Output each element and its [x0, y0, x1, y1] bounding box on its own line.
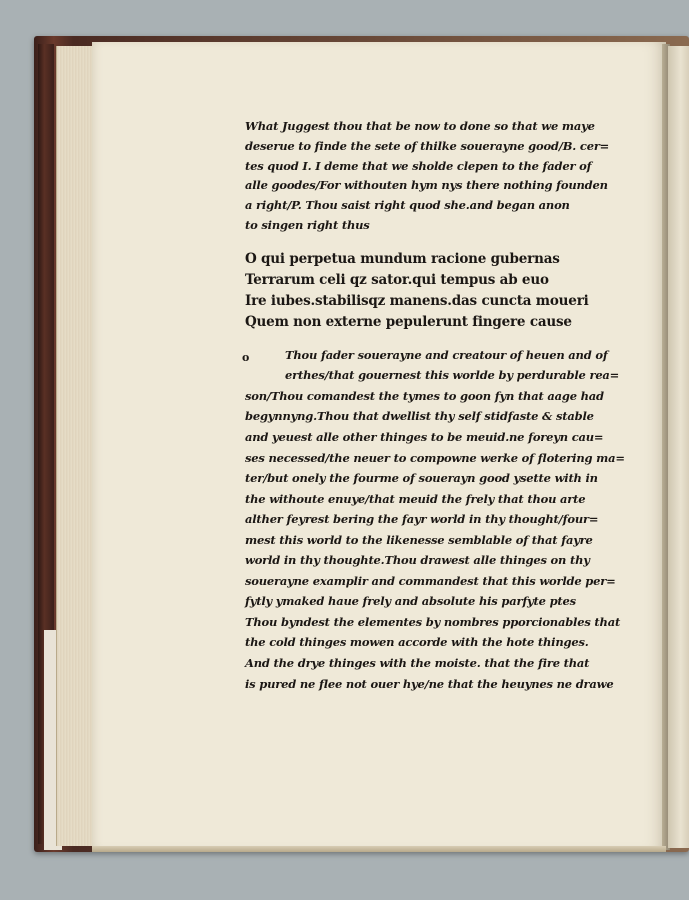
prose-main — [245, 345, 625, 694]
text-line: world in thy thoughte.Thou drawest alle thinges on thy — [245, 553, 590, 568]
text-line: ses necessed/the neuer to compowne werke of flotering ma= — [245, 450, 625, 465]
page-bottom-edge — [92, 846, 666, 852]
text-line: fytly ymaked haue frely and absolute his parfyte ptes — [245, 594, 576, 609]
text-line: begynnyng.Thou that dwellist thy self stidfaste & stable — [245, 409, 594, 424]
verse-line: Ire iubes.stabilisqz manens.das cuncta moueri — [245, 292, 589, 309]
text-line: souerayne examplir and commandest that this worlde per= — [245, 573, 616, 588]
text-line: is pured ne flee not ouer hye/ne that the heuynes ne drawe — [245, 676, 614, 691]
text-line: And the drye thinges with the moiste. that the fire that — [245, 655, 590, 670]
text-line: deserue to finde the sete of thilke souerayne good/B. cer= — [245, 138, 610, 153]
printed-text-block — [245, 117, 625, 694]
page-stack-edges — [56, 46, 97, 846]
text-line: alle goodes/For withouten hym nys there nothing founden — [245, 178, 608, 193]
facing-page-edge — [668, 46, 689, 848]
text-line: son/Thou comandest the tymes to goon fyn that aage had — [245, 388, 604, 403]
text-line: tes quod I. I deme that we sholde clepen to the fader of — [245, 158, 592, 173]
text-line: erthes/that gouernest this worlde by perdurable rea= — [285, 368, 620, 383]
text-line: to singen right thus — [245, 217, 370, 232]
text-line: and yeuest alle other thinges to be meuid.ne foreyn cau= — [245, 429, 604, 444]
verse-line: Quem non externe pepulerunt fingere cause — [245, 313, 572, 330]
latin-verse — [245, 249, 605, 333]
text-line: the withoute enuye/that meuid the frely that thou arte — [245, 491, 586, 506]
text-line: a right/P. Thou saist right quod she.and began anon — [245, 198, 570, 213]
section-marker: o — [242, 351, 250, 364]
text-line: Thou fader souerayne and creatour of heuen and of — [285, 347, 608, 362]
verse-line: O qui perpetua mundum racione gubernas — [245, 250, 560, 267]
text-line: alther feyrest bering the fayr world in thy thought/four= — [245, 512, 599, 527]
prose-intro — [245, 117, 610, 236]
text-line: mest this world to the likenesse semblable of that fayre — [245, 532, 593, 547]
text-line: the cold thinges mowen accorde with the hote thinges. — [245, 635, 589, 650]
text-line: Thou byndest the elementes by nombres pporcionables that — [245, 614, 621, 629]
text-line: ter/but onely the fourme of souerayn good ysette with in — [245, 471, 598, 486]
verse-line: Terrarum celi qz sator.qui tempus ab euo — [245, 271, 549, 288]
text-line: What Juggest thou that be now to done so that we maye — [245, 119, 595, 133]
